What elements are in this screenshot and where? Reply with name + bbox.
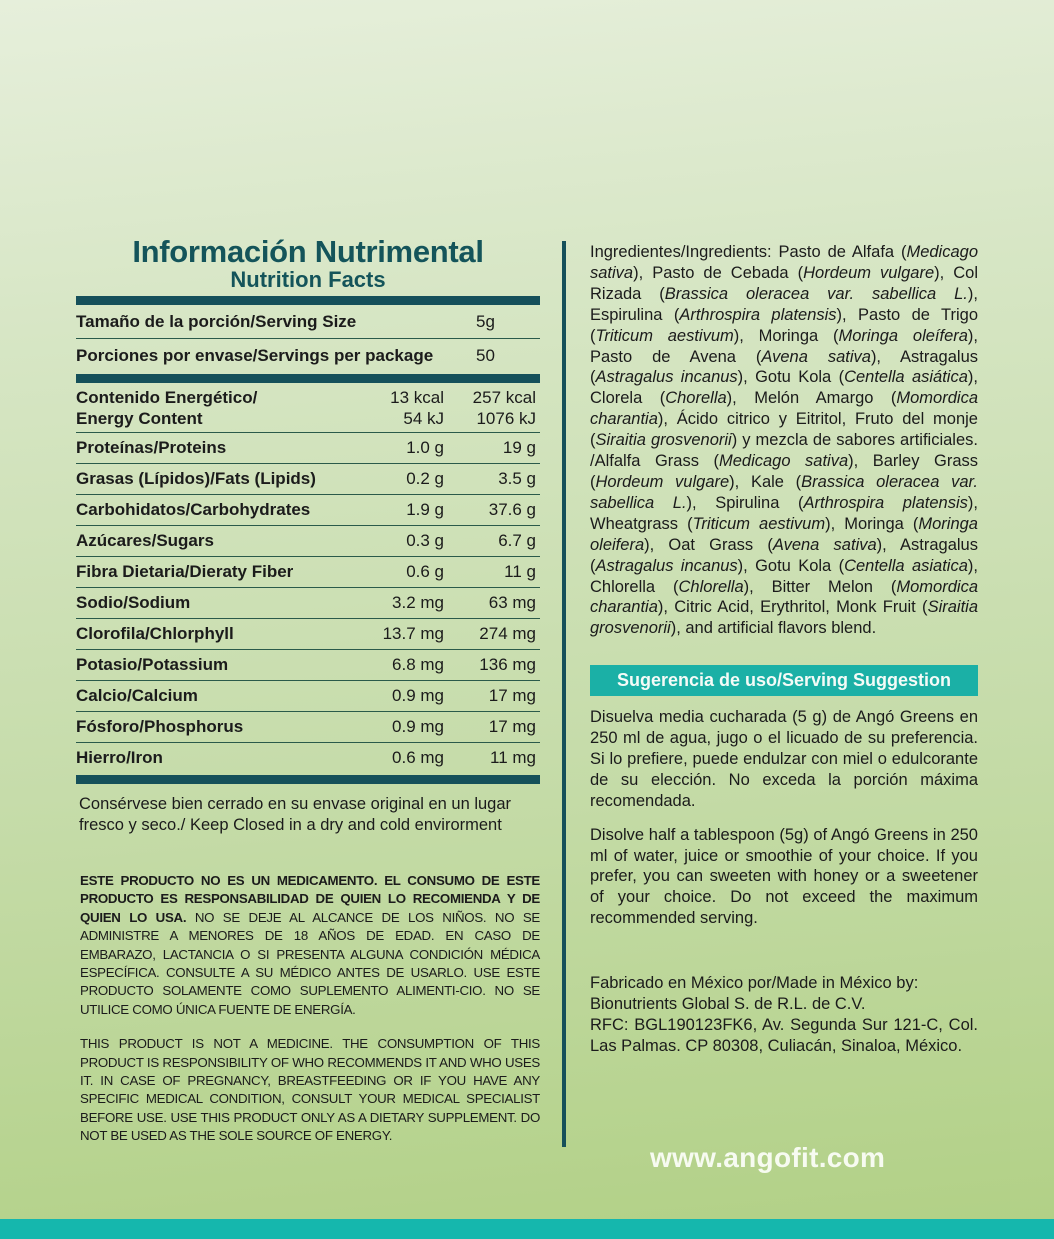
scientific-name: Chorella [665,389,727,408]
scientific-name: Siraitia grosvenorii [595,431,732,450]
nutrient-label: Carbohidatos/Carbohydrates [76,500,311,519]
warning-spanish-bold: ESTE PRODUCTO NO ES UN MEDICAMENTO. EL CONSUMO DE ESTE PRODUCTO ES RESPONSABILIDAD DE QUIEN LO RECOMIENDA Y DE QUIEN LO USA. [80,873,540,925]
website-link[interactable]: www.angofit.com [650,1142,886,1173]
serving-suggestion-heading: Sugerencia de uso/Serving Suggestion [590,665,978,696]
title-english: Nutrition Facts [230,267,386,292]
ingredient-text: ), Citric Acid, Erythritol, Monk Fruit ( [657,598,928,617]
ingredient-text: ), Spirulina ( [686,493,804,512]
nutrient-row [76,495,540,526]
serving-suggestion-spanish: Disuelva media cucharada (5 g) de Angó Greens en 250 ml de agua, jugo o el licuado de su preferencia. Si lo prefiere, puede endulzar con miel o edulcorante de su elección. No exceda la porción máxima recomendada. [590,708,978,810]
ingredient-text: ), Pasto de Trigo ( [590,305,978,345]
nutrient-per-serving: 6.8 mg [392,655,444,674]
ingredient-text: ), Col Rizada ( [590,263,979,303]
nutrient-row [76,619,540,650]
storage-instructions: Consérvese bien cerrado en su envase original en un lugar fresco y seco./ Keep Closed in a dry and cold envirorment [79,795,512,834]
manufacturer-info [590,973,978,1057]
scientific-name: Avena sativa [772,535,877,554]
ingredient-text: ), Gotu Kola ( [737,368,845,387]
nutrient-label: Potasio/Potassium [76,655,229,674]
servings-per-package-label: Porciones por envase/Servings per package [76,345,434,365]
thick-divider [76,374,540,383]
ingredient-text: ), Astragalus ( [590,535,978,575]
servings-per-package-row [76,339,540,372]
energy-label-line1: Contenido Energético/ [76,388,258,407]
nutrient-row [76,464,540,495]
scientific-name: Medicago sativa [590,243,978,282]
nutrient-row [76,588,540,619]
warning-spanish [76,872,540,1019]
scientific-name: Brassica oleracea var. sabellica L. [590,472,978,512]
serving-suggestion-english: Disolve half a tablespoon (5g) of Angó Greens in 250 ml of water, juice or smoothie of your choice. If you prefer, you can sweeten with honey or a sweetener of your choice. Do not exceed the maximum recommended serving. [590,825,978,928]
scientific-name: Astragalus incanus [595,556,738,575]
ingredient-text: Ingredientes/Ingredients: Pasto de Alfafa ( [590,243,907,261]
ingredients-text [590,242,978,639]
nutrient-row [76,681,540,712]
nutrient-per-serving: 3.2 mg [392,593,444,612]
scientific-name: Arthrospira platensis [679,305,837,324]
ingredient-text: ), Gotu Kola ( [737,556,845,575]
nutrient-row [76,433,540,464]
info-panel [590,242,978,1057]
nutrient-per-serving: 0.9 mg [392,717,444,736]
ingredient-text: ), Kale ( [729,472,802,491]
ingredient-text: ), Chlorella ( [590,556,978,596]
energy-per-serving [344,387,444,429]
nutrient-per-serving: 0.6 g [406,562,444,581]
thick-divider [76,296,540,305]
scientific-name: Hordeum vulgare [803,263,935,282]
ingredient-text: ) y mezcla de sabores artificiales. /Alfalfa Grass ( [590,431,978,471]
scientific-name: Triticum aestivum [595,326,734,345]
warning-spanish-regular: NO SE DEJE AL ALCANCE DE LOS NIÑOS. NO SE ADMINISTRE A MENORES DE 18 AÑOS DE EDAD. EN CASO DE EMBARAZO, LACTANCIA O SI PRESENTA ALGUNA CONDICIÓN MÉDICA ESPECÍFICA. CONSULTE A SU MÉDICO ANTES DE USARLO. USE ESTE PRODUCTO SOLAMENTE COMO SUPLEMENTO ALIMENTI-CIO. NO SE UTILICE COMO ÚNICA FUENTE DE ENERGÍA. [80,909,540,1017]
servings-per-package-value: 50 [476,345,495,365]
energy-row [76,383,540,433]
nutrient-label: Grasas (Lípidos)/Fats (Lipids) [76,469,316,488]
manufacturer-line2: Bionutrients Global S. de R.L. de C.V. [590,995,866,1014]
nutrient-per-package: 37.6 g [488,500,536,519]
ingredient-text: ), Pasto de Cebada ( [633,263,804,282]
vertical-divider [562,241,566,1147]
nutrient-per-serving: 13.7 mg [382,624,444,643]
ingredient-text: ), Clorela ( [590,368,978,408]
energy-label [76,387,344,429]
nutrient-per-serving: 1.0 g [406,438,444,457]
warning-english: THIS PRODUCT IS NOT A MEDICINE. THE CONSUMPTION OF THIS PRODUCT IS RESPONSIBILITY OF WHO RECOMMENDS IT AND WHO USES IT. IN CASE OF PREGNANCY, BREASTFEEDING OR IF YOU HAVE ANY SPECIFIC MEDICAL CONDITION, CONSULT YOUR MEDICAL SPECIALIST BEFORE USE. USE THIS PRODUCT ONLY AS A DIETARY SUPPLEMENT. DO NOT BE USED AS THE SOLE SOURCE OF ENERGY. [80,1036,540,1144]
scientific-name: Centella asiatica [844,556,968,575]
energy-package-kj: 1076 kJ [476,409,536,428]
ingredient-text: ), Oat Grass ( [644,535,773,554]
ingredient-text: ), Astragalus ( [590,347,978,387]
nutrient-per-package: 17 mg [488,717,536,736]
nutrient-per-package: 6.7 g [498,531,536,550]
thick-divider [76,775,540,784]
ingredient-text: ), Moringa ( [825,514,919,533]
nutrient-label: Proteínas/Proteins [76,438,227,457]
scientific-name: Arthrospira platensis [803,493,968,512]
nutrient-label: Fósforo/Phosphorus [76,717,244,736]
nutrient-per-package: 3.5 g [498,469,536,488]
nutrient-label: Fibra Dietaria/Dieraty Fiber [76,562,294,581]
ingredient-text: ), Espirulina ( [590,284,978,324]
serving-size-label: Tamaño de la porción/Serving Size [76,311,357,331]
title-spanish: Información Nutrimental [132,234,484,269]
ingredient-text: ), Wheatgrass ( [590,493,978,533]
scientific-name: Moringa oleifera [590,514,978,554]
ingredient-text: ), Barley Grass ( [590,452,978,491]
serving-size-value: 5g [476,311,495,331]
scientific-name: Triticum aestivum [692,514,826,533]
energy-serving-kcal: 13 kcal [390,388,444,407]
ingredient-text: ), Melón Amargo ( [726,389,897,408]
nutrient-row [76,650,540,681]
nutrient-per-serving: 0.9 mg [392,686,444,705]
nutrient-per-package: 136 mg [479,655,536,674]
scientific-name: Medicago sativa [718,452,849,471]
nutrient-label: Calcio/Calcium [76,686,198,705]
scientific-name: Siraitia grosvenorii [590,598,978,638]
nutrient-per-package: 17 mg [488,686,536,705]
nutrition-facts-panel [76,236,540,1146]
nutrient-row [76,557,540,588]
nutrient-per-package: 11 g [504,562,536,581]
nutrient-row [76,526,540,557]
nutrient-per-package: 11 mg [490,748,536,767]
ingredient-text: ), Ácido citrico y Eitritol, Fruto del monje ( [590,410,978,450]
bottom-strip [0,1219,1054,1239]
manufacturer-line1: Fabricado en México por/Made in México by: [590,974,919,993]
nutrient-row [76,743,540,773]
scientific-name: Centella asiática [844,368,968,387]
scientific-name: Brassica oleracea var. sabellica L. [664,284,968,303]
nutrient-label: Clorofila/Chlorphyll [76,624,234,643]
nutrient-per-package: 63 mg [488,593,536,612]
scientific-name: Momordica charantia [590,577,978,617]
energy-package-kcal: 257 kcal [472,388,536,407]
serving-size-row [76,305,540,339]
nutrient-per-serving: 0.3 g [406,531,444,550]
nutrient-per-serving: 0.6 mg [392,748,444,767]
energy-serving-kj: 54 kJ [403,409,444,428]
scientific-name: Chlorella [678,577,744,596]
ingredient-text: ), Moringa ( [733,326,839,345]
nutrient-label: Azúcares/Sugars [76,531,214,550]
nutrition-title [76,236,540,291]
scientific-name: Avena sativa [761,347,871,366]
nutrient-row [76,712,540,743]
energy-per-package [444,387,540,429]
nutrient-per-package: 19 g [502,438,536,457]
scientific-name: Momordica charantia [590,389,978,429]
scientific-name: Moringa oleífera [838,326,968,345]
ingredient-text: ), and artificial flavors blend. [670,619,877,638]
scientific-name: Hordeum vulgare [595,472,730,491]
nutrient-per-serving: 0.2 g [406,469,444,488]
manufacturer-address: RFC: BGL190123FK6, Av. Segunda Sur 121-C, Col. Las Palmas. CP 80308, Culiacán, Sinaloa, México. [590,1016,978,1055]
ingredient-text: ), Pasto de Avena ( [590,326,979,366]
scientific-name: Astragalus incanus [595,368,738,387]
energy-label-line2: Energy Content [76,409,203,428]
nutrient-per-serving: 1.9 g [406,500,444,519]
nutrient-per-package: 274 mg [479,624,536,643]
nutrient-label: Sodio/Sodium [76,593,191,612]
nutrient-label: Hierro/Iron [76,748,163,767]
nutrient-rows [76,433,540,773]
ingredient-text: ), Bitter Melon ( [743,577,897,596]
